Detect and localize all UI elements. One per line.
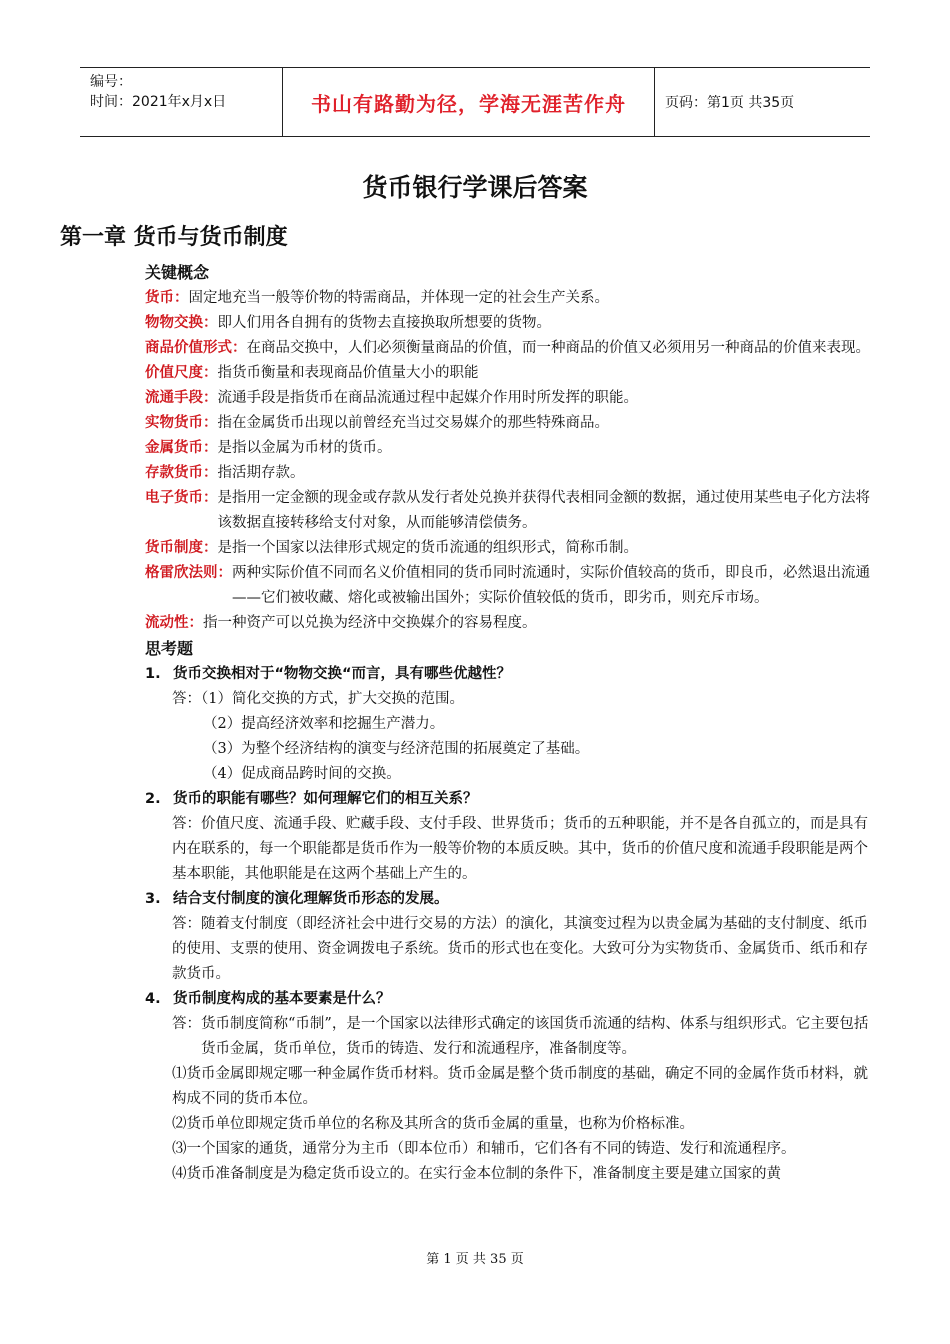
concept-text: 是指用一定金额的现金或存款从发行者处兑换并获得代表相同金额的数据，通过使用某些电子化方法将该数据直接转移给支付对象，从而能够清偿债务。: [217, 490, 870, 531]
header-motto-cell: [282, 68, 655, 136]
concept-text: 即人们用各自拥有的货物去直接换取所想要的货物。: [217, 315, 551, 331]
page-header: [80, 67, 870, 137]
question-title: [0, 662, 950, 687]
concepts-heading: 关键概念: [145, 263, 210, 282]
concept-item: [0, 336, 950, 361]
concept-term: 存款货币：: [145, 465, 218, 481]
concept-term: 金属货币：: [145, 440, 218, 456]
number-label: 编号：: [90, 74, 132, 90]
concept-text: 指货币衡量和表现商品价值量大小的职能: [217, 365, 479, 381]
concept-item: [0, 561, 950, 611]
concept-term: 流动性：: [145, 615, 203, 631]
answer-paragraph: [0, 1012, 950, 1062]
question-text: 货币制度构成的基本要素是什么？: [173, 991, 391, 1007]
answer-line: （2）提高经济效率和挖掘生产潜力。: [203, 716, 445, 732]
question-title: [0, 887, 950, 912]
concept-text: 在商品交换中，人们必须衡量商品的价值，而一种商品的价值又必须用另一种商品的价值来表现。: [246, 340, 870, 356]
concept-item: [0, 486, 950, 536]
concept-item: [0, 411, 950, 436]
answer-line: （4）促成商品跨时间的交换。: [203, 766, 401, 782]
concept-term: 商品价值形式：: [145, 340, 247, 356]
answer-line: （3）为整个经济结构的演变与经济范围的拓展奠定了基础。: [203, 741, 590, 757]
concept-item: [0, 436, 950, 461]
question-number: 4.: [145, 991, 161, 1007]
answer-prefix: 答：: [172, 1016, 201, 1032]
concept-term: 流通手段：: [145, 390, 218, 406]
chapter-heading: 第一章 货币与货币制度: [60, 225, 288, 250]
page-footer: 第 1 页 共 35 页: [426, 1252, 524, 1267]
concept-text: 流通手段是指货币在商品流通过程中起媒介作用时所发挥的职能。: [217, 390, 638, 406]
concepts-list: [0, 286, 950, 636]
answer-paragraph: 答：价值尺度、流通手段、贮藏手段、支付手段、世界货币；货币的五种职能，并不是各自孤立的，而是具有内在联系的，每一个职能都是货币作为一般等价物的本质反映。其中，货币的价值尺度和流通手段职能是两个基本职能，其他职能是在这两个基础上产生的。: [172, 816, 868, 882]
answer-paragraph: 答：随着支付制度（即经济社会中进行交易的方法）的演化，其演变过程为以贵金属为基础的支付制度、纸币的使用、支票的使用、资金调拨电子系统。货币的形式也在变化。大致可分为实物货币、金属货币、纸币和存款货币。: [172, 916, 868, 982]
concept-item: [0, 311, 950, 336]
concept-text: 指活期存款。: [217, 465, 305, 481]
date-label: 时间：2021年x月x日: [90, 94, 227, 110]
concept-text: 指一种资产可以兑换为经济中交换媒介的容易程度。: [203, 615, 537, 631]
questions-list: [0, 662, 950, 1187]
question-number: 3.: [145, 891, 161, 907]
document-title: 货币银行学课后答案: [362, 173, 588, 202]
concept-item: [0, 536, 950, 561]
concept-term: 电子货币：: [145, 490, 218, 506]
concept-term: 货币制度：: [145, 540, 218, 556]
concept-text: 两种实际价值不同而名义价值相同的货币同时流通时，实际价值较高的货币，即良币，必然退出流通——它们被收藏、熔化或被输出国外；实际价值较低的货币，即劣币，则充斥市场。: [232, 565, 870, 606]
concept-text: 固定地充当一般等价物的特需商品，并体现一定的社会生产关系。: [188, 290, 609, 306]
concept-text: 是指以金属为币材的货币。: [217, 440, 392, 456]
answer-text: 货币制度简称“币制”，是一个国家以法律形式确定的该国货币流通的结构、体系与组织形式。它主要包括货币金属，货币单位，货币的铸造、发行和流通程序，准备制度等。: [201, 1016, 869, 1057]
concept-text: 是指一个国家以法律形式规定的货币流通的组织形式，简称币制。: [217, 540, 638, 556]
question-number: 2.: [145, 791, 161, 807]
concept-item: [0, 611, 950, 636]
concept-item: [0, 361, 950, 386]
concept-item: [0, 286, 950, 311]
answer-item: ⑶一个国家的通货，通常分为主币（即本位币）和辅币，它们各有不同的铸造、发行和流通程序。: [172, 1141, 796, 1157]
answer-line: 答：（1）简化交换的方式，扩大交换的范围。: [172, 691, 464, 707]
page-label: 页码：第1页 共35页: [665, 95, 795, 111]
question-title: [0, 787, 950, 812]
header-meta: [80, 68, 282, 136]
concept-text: 指在金属货币出现以前曾经充当过交易媒介的那些特殊商品。: [217, 415, 609, 431]
header-page-cell: [655, 68, 870, 136]
document-body: [0, 260, 950, 1187]
questions-heading: 思考题: [145, 639, 194, 658]
answer-item: ⑵货币单位即规定货币单位的名称及其所含的货币金属的重量，也称为价格标准。: [172, 1116, 694, 1132]
concept-term: 格雷欣法则：: [145, 565, 232, 581]
concept-term: 货币：: [145, 290, 189, 306]
concept-item: [0, 461, 950, 486]
motto: 书山有路勤为径，学海无涯苦作舟: [311, 91, 626, 116]
concept-term: 实物货币：: [145, 415, 218, 431]
question-title: [0, 987, 950, 1012]
answer-item: ⑷货币准备制度是为稳定货币设立的。在实行金本位制的条件下，准备制度主要是建立国家的黄: [172, 1166, 781, 1182]
question-text: 结合支付制度的演化理解货币形态的发展。: [173, 891, 449, 907]
concept-term: 物物交换：: [145, 315, 218, 331]
question-text: 货币的职能有哪些？如何理解它们的相互关系？: [173, 791, 478, 807]
concept-item: [0, 386, 950, 411]
question-text: 货币交换相对于“物物交换“而言，具有哪些优越性？: [173, 666, 512, 682]
concept-term: 价值尺度：: [145, 365, 218, 381]
answer-item: ⑴货币金属即规定哪一种金属作货币材料。货币金属是整个货币制度的基础，确定不同的金属作货币材料，就构成不同的货币本位。: [172, 1066, 868, 1107]
question-number: 1.: [145, 666, 161, 682]
